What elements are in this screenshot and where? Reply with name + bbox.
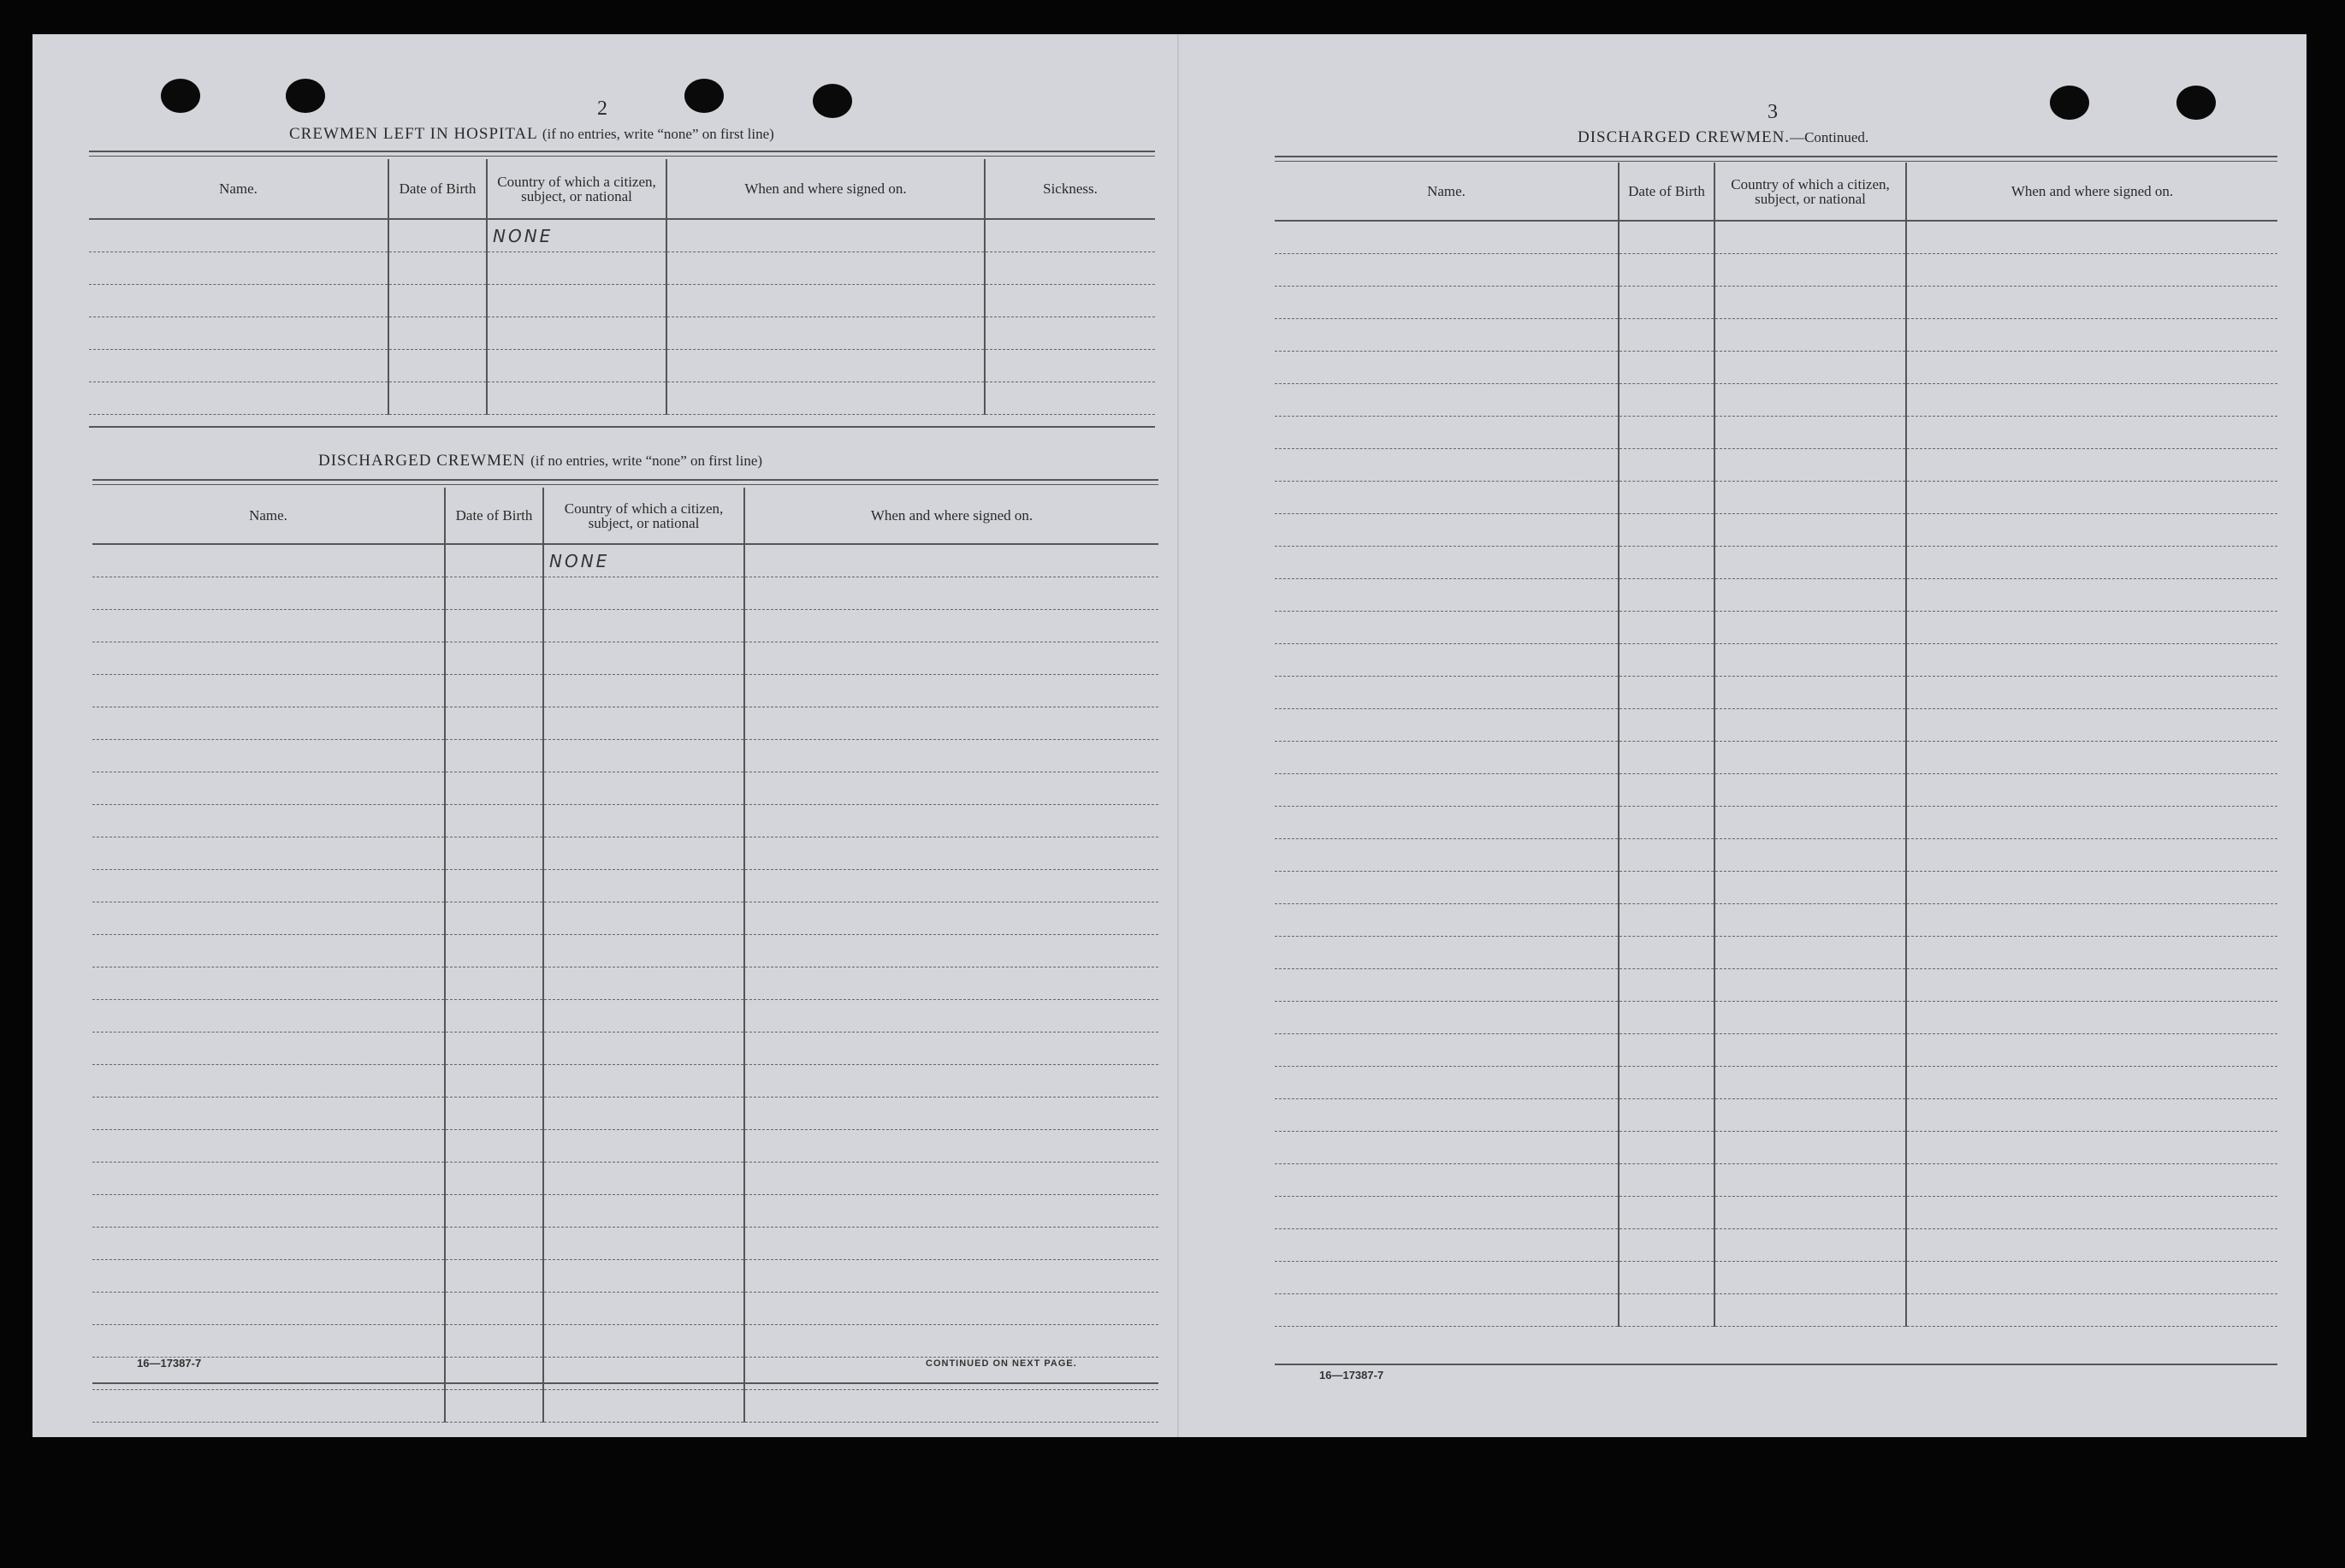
table-row (92, 1065, 1158, 1098)
discharged-title-text: DISCHARGED CREWMEN (318, 452, 526, 470)
table-row (92, 1033, 1158, 1065)
column-header-sickness: Sickness. (985, 159, 1155, 219)
table-row (1275, 1229, 2277, 1262)
table-row (92, 837, 1158, 870)
column-header-signed-on: When and where signed on. (1906, 163, 2277, 221)
table-row (1275, 417, 2277, 449)
table-row (1275, 969, 2277, 1002)
table-row (1275, 482, 2277, 514)
column-header-name: Name. (1275, 163, 1619, 221)
page-number: 3 (1768, 101, 1778, 123)
table-row (92, 870, 1158, 902)
table-row (1275, 1132, 2277, 1164)
table-row (92, 1130, 1158, 1163)
table-row (1275, 1197, 2277, 1229)
form-code: 16—17387-7 (137, 1357, 202, 1370)
right-page (1179, 34, 2307, 1437)
divider (89, 426, 1155, 428)
hospital-title-note: (if no entries, write “none” on first line) (542, 126, 774, 142)
table-row (1275, 904, 2277, 937)
table-row (89, 317, 1155, 350)
table-row (1275, 1002, 2277, 1034)
divider (1275, 1364, 2277, 1365)
column-header-date-of-birth: Date of Birth (445, 488, 543, 544)
table-row (92, 967, 1158, 1000)
table-row (92, 772, 1158, 805)
table-row (89, 219, 1155, 252)
table-row (1275, 612, 2277, 644)
divider (92, 484, 1158, 485)
table-row (1275, 514, 2277, 547)
divider (92, 479, 1158, 481)
handwritten-entry: NONE (487, 219, 666, 252)
divider (89, 156, 1155, 157)
punch-hole-icon (286, 79, 325, 113)
table-row (92, 1390, 1158, 1423)
table-row (1275, 807, 2277, 839)
discharged-table (92, 488, 1158, 1423)
hospital-title-text: CREWMEN LEFT IN HOSPITAL (289, 125, 538, 143)
table-row (1275, 579, 2277, 612)
table-row (92, 902, 1158, 935)
table-row (92, 1260, 1158, 1293)
table-row (92, 1098, 1158, 1130)
table-row (92, 1000, 1158, 1033)
table-row (92, 1195, 1158, 1228)
column-header-name: Name. (89, 159, 388, 219)
table-row (92, 675, 1158, 707)
hospital-section-title (289, 125, 774, 144)
table-row (1275, 937, 2277, 969)
table-row (1275, 742, 2277, 774)
punch-hole-icon (2176, 86, 2216, 120)
column-header-country: Country of which a citizen, subject, or national (487, 159, 666, 219)
punch-hole-icon (813, 84, 852, 118)
table-row (1275, 221, 2277, 254)
table-row (1275, 1034, 2277, 1067)
manifest-sheet (33, 34, 2307, 1437)
table-row (1275, 319, 2277, 352)
table-row (92, 707, 1158, 740)
table-row (1275, 839, 2277, 872)
page-number: 2 (597, 98, 607, 120)
column-header-signed-on: When and where signed on. (666, 159, 985, 219)
column-header-country: Country of which a citizen, subject, or national (543, 488, 744, 544)
discharged-continued-title (1578, 128, 1868, 147)
punch-hole-icon (684, 79, 724, 113)
table-row (1275, 1164, 2277, 1197)
table-row (89, 285, 1155, 317)
table-row (1275, 872, 2277, 904)
table-row (1275, 449, 2277, 482)
table-row (1275, 254, 2277, 287)
table-row (92, 740, 1158, 772)
punch-hole-icon (2050, 86, 2089, 120)
table-row (92, 935, 1158, 967)
table-row (92, 642, 1158, 675)
divider (89, 151, 1155, 152)
discharged-continued-suffix: —Continued. (1790, 129, 1869, 145)
form-code: 16—17387-7 (1319, 1369, 1384, 1382)
table-row (1275, 1294, 2277, 1327)
divider (1275, 161, 2277, 162)
divider (92, 1382, 1158, 1384)
table-row (92, 805, 1158, 837)
column-header-signed-on: When and where signed on. (744, 488, 1158, 544)
table-row (92, 1325, 1158, 1358)
column-header-date-of-birth: Date of Birth (388, 159, 487, 219)
table-row (92, 1293, 1158, 1325)
discharged-section-title (318, 452, 762, 470)
discharged-continued-title-text: DISCHARGED CREWMEN. (1578, 128, 1791, 146)
column-header-date-of-birth: Date of Birth (1619, 163, 1714, 221)
table-row (1275, 287, 2277, 319)
discharged-title-note: (if no entries, write “none” on first line) (530, 453, 763, 469)
left-page (33, 34, 1179, 1437)
table-row (1275, 1067, 2277, 1099)
table-row (92, 544, 1158, 577)
table-row (92, 610, 1158, 642)
table-row (1275, 352, 2277, 384)
table-row (89, 252, 1155, 285)
hospital-table (89, 159, 1155, 415)
divider (1275, 156, 2277, 157)
column-header-country: Country of which a citizen, subject, or national (1714, 163, 1906, 221)
table-row (1275, 677, 2277, 709)
column-header-name: Name. (92, 488, 445, 544)
table-row (92, 1228, 1158, 1260)
table-row (92, 1163, 1158, 1195)
discharged-continued-table (1275, 163, 2277, 1327)
table-row (1275, 709, 2277, 742)
table-row (1275, 644, 2277, 677)
punch-hole-icon (161, 79, 200, 113)
table-row (1275, 384, 2277, 417)
table-row (92, 577, 1158, 610)
table-row (1275, 1099, 2277, 1132)
table-row (89, 350, 1155, 382)
table-row (89, 382, 1155, 415)
table-row (1275, 547, 2277, 579)
continued-note: CONTINUED ON NEXT PAGE. (926, 1358, 1077, 1369)
handwritten-entry: NONE (543, 544, 744, 577)
table-row (1275, 1262, 2277, 1294)
table-row (1275, 774, 2277, 807)
